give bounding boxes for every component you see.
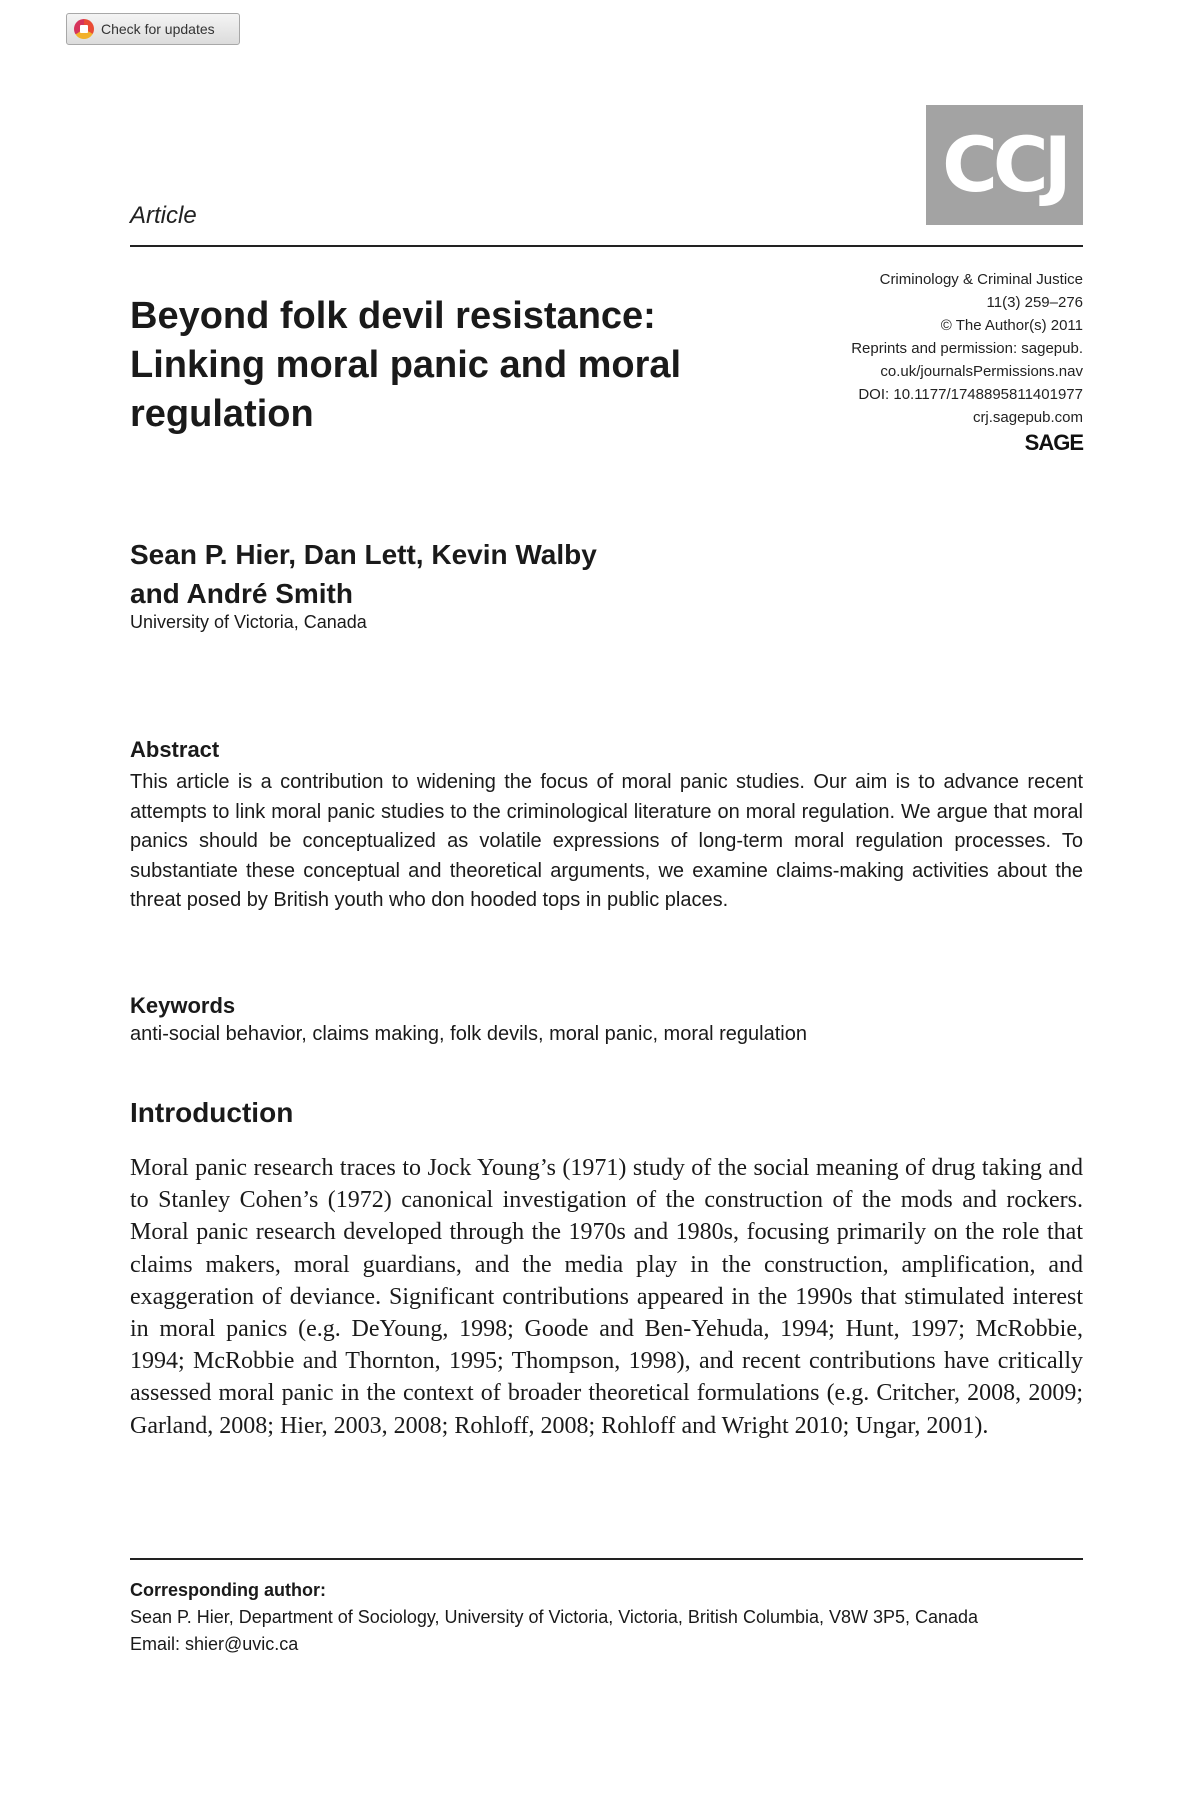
journal-reprints-line1: Reprints and permission: sagepub. bbox=[851, 340, 1083, 357]
journal-doi[interactable]: DOI: 10.1177/1748895811401977 bbox=[858, 386, 1083, 403]
author-affiliation: University of Victoria, Canada bbox=[130, 612, 367, 632]
keywords-heading: Keywords bbox=[130, 993, 236, 1018]
sage-logo: SAGE bbox=[1024, 430, 1083, 455]
crossmark-icon bbox=[74, 19, 94, 39]
check-for-updates-label: Check for updates bbox=[101, 21, 215, 37]
corresponding-author-address: Sean P. Hier, Department of Sociology, University of Victoria, Victoria, British Columbia, V8W 3P5, Canada bbox=[130, 1607, 979, 1627]
article-type-label: Article bbox=[130, 202, 197, 229]
header-divider bbox=[130, 245, 1083, 247]
journal-name: Criminology & Criminal Justice bbox=[879, 271, 1083, 288]
author-list bbox=[130, 535, 750, 613]
abstract-text: This article is a contribution to widening the focus of moral panic studies. Our aim is to advance recent attempts to link moral panic studies to the criminological literature on moral regulation. We argue that moral panics should be conceptualized as volatile expressions of long-term moral regulation processes. To substantiate these conceptual and theoretical arguments, we examine claims-making activities about the threat posed by British youth who don hooded tops in public places. bbox=[130, 771, 1083, 911]
authors-line1: Sean P. Hier, Dan Lett, Kevin Walby bbox=[130, 539, 597, 570]
journal-info bbox=[743, 268, 1083, 454]
introduction-heading: Introduction bbox=[130, 1097, 294, 1128]
introduction-text: Moral panic research traces to Jock Young’s (1971) study of the social meaning of drug taking and to Stanley Cohen’s (1972) canonical investigation of the construction of the mods and rockers. Moral panic research developed through the 1970s and 1980s, focusing primarily on the role that claims makers, moral guardians, and the media play in the construction, amplification, and exaggeration of deviance. Significant contributions appeared in the 1990s that stimulated interest in moral panics (e.g. DeYoung, 1998; Goode and Ben-Yehuda, 1994; Hunt, 1997; McRobbie, 1994; McRobbie and Thornton, 1995; Thompson, 1998), and recent contributions have critically assessed moral panic in the context of broader theoretical formulations (e.g. Critcher, 2008, 2009; Garland, 2008; Hier, 2003, 2008; Rohloff, 2008; Rohloff and Wright 2010; Ungar, 2001). bbox=[130, 1155, 1083, 1439]
journal-volume: 11(3) 259–276 bbox=[986, 294, 1083, 311]
journal-copyright: © The Author(s) 2011 bbox=[940, 317, 1083, 334]
journal-logo-text: CCJ bbox=[942, 120, 1067, 209]
journal-url[interactable]: crj.sagepub.com bbox=[972, 409, 1083, 426]
journal-logo bbox=[926, 105, 1083, 225]
abstract-heading: Abstract bbox=[130, 737, 220, 762]
authors-line2: and André Smith bbox=[130, 578, 353, 609]
article-title: Beyond folk devil resistance: Linking moral panic and moral regulation bbox=[130, 295, 682, 435]
journal-reprints-line2[interactable]: co.uk/journalsPermissions.nav bbox=[880, 363, 1083, 380]
corresponding-author-email[interactable]: Email: shier@uvic.ca bbox=[130, 1634, 299, 1654]
footnote-divider bbox=[130, 1558, 1083, 1560]
keywords-text: anti-social behavior, claims making, folk devils, moral panic, moral regulation bbox=[130, 1023, 807, 1045]
corresponding-author-heading: Corresponding author: bbox=[130, 1580, 326, 1600]
check-for-updates-button[interactable] bbox=[66, 13, 240, 45]
